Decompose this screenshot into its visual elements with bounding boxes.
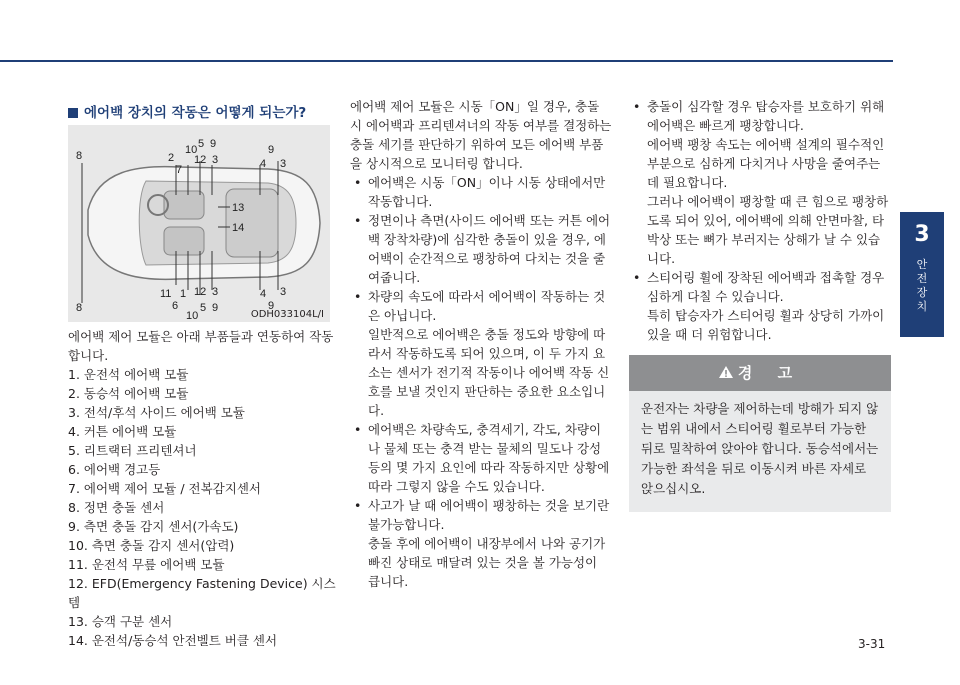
list-item: 4. 커튼 에어백 모듈 [68,424,177,439]
callout-12-bottom: 12 [194,286,207,298]
middle-bullets [350,173,612,591]
callout-5-bottom: 5 [200,302,207,314]
right-bullets [629,97,891,344]
warning-title: 경 고 [737,364,803,382]
warning-body: 운전자는 차량을 제어하는데 방해가 되지 않는 범위 내에서 스티어링 휠로부터 가능한 뒤로 밀착하여 앉아야 합니다. 동승석에서는 가능한 좌석을 뒤로 이동시켜 바른 자세로 앉으십시오. [641,401,879,496]
list-item: 8. 정면 충돌 센서 [68,500,165,515]
callout-9-top: 9 [210,138,217,150]
header-rule [0,60,893,62]
list-item: 5. 리트랙터 프리텐셔너 [68,443,197,458]
list-item: • 에어백은 시동「ON」이나 시동 상태에서만 작동합니다. [354,175,606,209]
list-item: • 충돌이 심각할 경우 탑승자를 보호하기 위해 에어백은 빠르게 팽창합니다. 에어백 팽창 속도는 에어백 설계의 필수적인 부분으로 심하게 다치거나 사망을 줄여주는데 필요합니다. 그러나 에어백이 팽창할 때 큰 힘으로 팽창하도록 되어 있어, 에어백에 의해 안면마찰, 타박상 또는 뼈가 부러지는 상해가 날 수 있습니다. [633,99,889,266]
warning-header [629,355,891,391]
callout-3-right-bottom: 3 [280,286,287,298]
right-column [629,97,891,344]
figure-code: ODH033104L/I [250,309,324,320]
callout-13: 13 [232,202,245,214]
middle-column [350,97,612,591]
section-heading: 에어백 장치의 작동은 어떻게 되는가? [68,101,306,121]
car-topview-illustration [68,125,330,322]
list-item: 1. 운전석 에어백 모듈 [68,367,189,382]
front-seat-right [164,227,204,255]
callout-7: 7 [176,164,183,176]
callout-5-top: 5 [198,138,205,150]
callout-11: 11 [160,288,172,300]
list-item: • 사고가 날 때 에어백이 팽창하는 것을 보기란 불가능합니다. 충돌 후에 에어백이 내장부에서 나와 공기가 빠진 상태로 매달려 있는 것을 볼 가능성이 큽니다. [354,498,610,589]
chapter-label: 안전 장치 [916,258,928,313]
left-column [68,327,336,650]
list-item: • 정면이나 측면(사이드 에어백 또는 커튼 에어백 장착차량)에 심각한 충돌이 있을 경우, 에어백이 순간적으로 팽창하여 다치는 것을 줄여줍니다. [354,213,611,285]
callout-14: 14 [232,222,245,234]
callout-10-top: 10 [185,144,198,156]
page-number: 3-31 [858,637,886,651]
callout-9-right-bottom: 9 [268,300,275,312]
callout-9-bottom: 9 [212,302,219,314]
middle-intro: 에어백 제어 모듈은 시동「ON」일 경우, 충돌 시 에어백과 프리텐셔너의 작동 여부를 결정하는 충돌 세기를 판단하기 위하여 모든 에어백 부품을 상시적으로 모니터링 합니다. [350,99,612,171]
list-item: • 차량의 속도에 따라서 에어백이 작동하는 것은 아닙니다. 일반적으로 에어백은 충돌 정도와 방향에 따라서 작동하도록 되어 있으며, 이 두 가지 요소는 센서가 전기적 작동이나 에어백 작동 신호를 보낼 것인지 판단하는 중요한 요소입니다. [354,289,610,418]
chapter-tab[interactable] [900,212,944,337]
callout-9-right-top: 9 [268,144,275,156]
list-item: 3. 전석/후석 사이드 에어백 모듈 [68,405,245,420]
list-item: 14. 운전석/동승석 안전벨트 버클 센서 [68,633,278,648]
callout-6: 6 [172,300,179,312]
front-seat-left [164,191,204,219]
list-item-detail: 충돌 후에 에어백이 내장부에서 나와 공기가 빠진 상태로 매달려 있는 것을 볼 가능성이 큽니다. [368,536,606,589]
left-intro: 에어백 제어 모듈은 아래 부품들과 연동하여 작동합니다. [68,329,334,363]
callout-4-top: 4 [260,158,267,170]
callout-12-top: 12 [194,154,207,166]
list-item: 11. 운전석 무릎 에어백 모듈 [68,557,225,572]
warning-box [629,355,891,512]
chapter-number: 3 [914,222,930,247]
list-item: 12. EFD(Emergency Fastening Device) 시스템 [68,576,336,610]
list-item: 10. 측면 충돌 감지 센서(압력) [68,538,235,553]
callout-3-right-top: 3 [280,158,287,170]
list-item: 2. 동승석 에어백 모듈 [68,386,189,401]
list-item-detail: 일반적으로 에어백은 충돌 정도와 방향에 따라서 작동하도록 되어 있으며, 이 두 가지 요소는 센서가 전기적 작동이나 에어백 작동 신호를 보낼 것인지 판단하는 중요한 요소입니다. [368,327,610,418]
airbag-diagram [68,125,330,322]
callout-10-bottom: 10 [186,310,199,322]
callout-8-bottom: 8 [76,302,83,314]
list-item: 6. 에어백 경고등 [68,462,161,477]
callout-4-bottom: 4 [260,288,267,300]
list-item-detail: 에어백 팽창 속도는 에어백 설계의 필수적인 부분으로 심하게 다치거나 사망을 줄여주는데 필요합니다. [647,137,885,190]
callout-1: 1 [180,288,187,300]
warning-triangle-icon [718,365,734,379]
list-item-detail: 특히 탑승자가 스티어링 휠과 상당히 가까이 있을 때 더 위험합니다. [647,308,885,342]
callout-2: 2 [168,152,175,164]
list-item: 13. 승객 구분 센서 [68,614,173,629]
square-bullet-icon [68,108,78,118]
list-item: 9. 측면 충돌 감지 센서(가속도) [68,519,239,534]
list-item-detail: 그러나 에어백이 팽창할 때 큰 힘으로 팽창하도록 되어 있어, 에어백에 의해 안면마찰, 타박상 또는 뼈가 부러지는 상해가 날 수 있습니다. [647,194,889,266]
callout-8-top: 8 [76,150,83,162]
list-item: • 에어백은 차량속도, 충격세기, 각도, 차량이나 물체 또는 충격 받는 물체의 밀도나 강성 등의 몇 가지 요인에 따라 작동하지만 상황에 따라 그렇지 않을 수도 있습니다. [354,422,610,494]
callout-3-top: 3 [212,154,219,166]
callout-3-bottom: 3 [212,286,219,298]
list-item: 7. 에어백 제어 모듈 / 전복감지센서 [68,481,261,496]
components-list [68,365,336,650]
list-item: • 스티어링 휠에 장착된 에어백과 접촉할 경우 심하게 다칠 수 있습니다. 특히 탑승자가 스티어링 휠과 상당히 가까이 있을 때 더 위험합니다. [633,270,885,342]
